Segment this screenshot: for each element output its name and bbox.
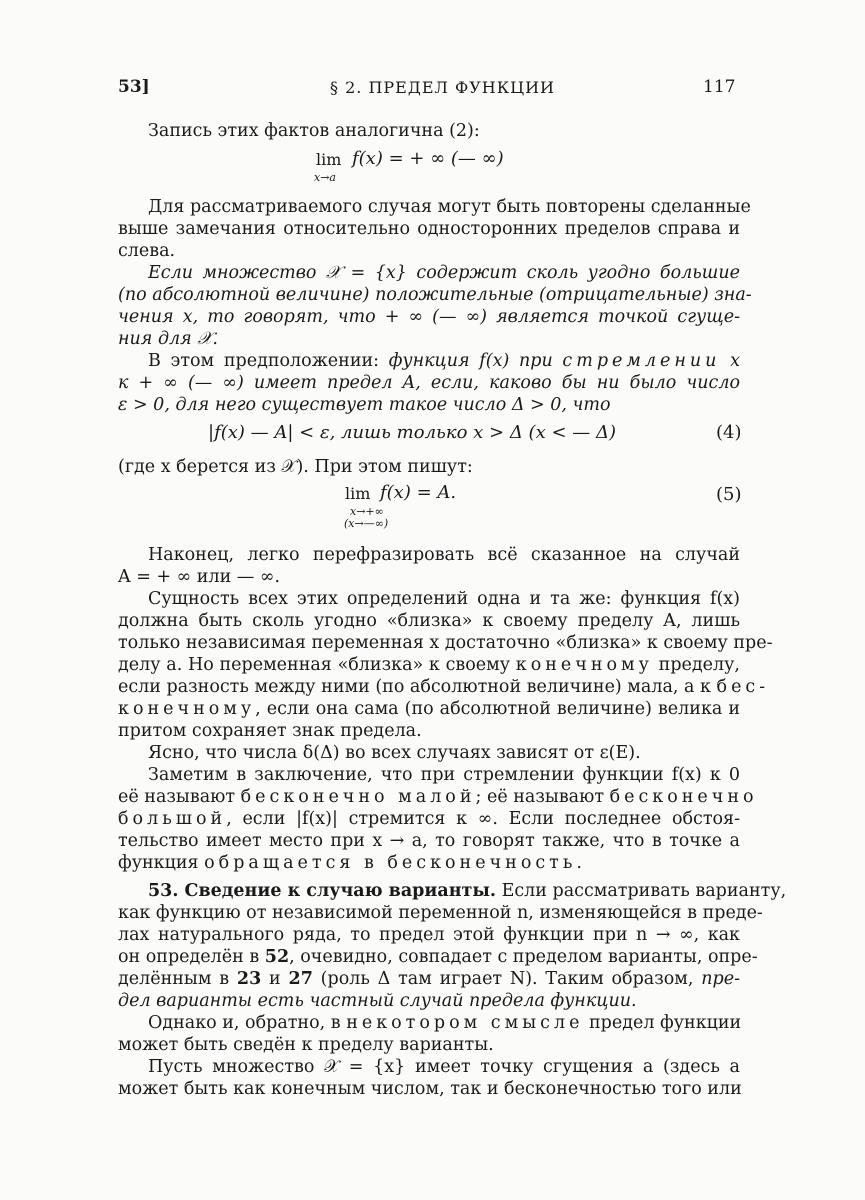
- section-heading-line: [148, 880, 787, 902]
- spaced-text-run: большой: [118, 809, 227, 829]
- section-ref: 52: [264, 947, 290, 967]
- spaced-text-run: конечному: [118, 699, 256, 719]
- spaced-text-run: бесконечно: [609, 787, 758, 807]
- text-line: [118, 808, 740, 830]
- section-heading: 53. Сведение к случаю варианты.: [148, 881, 497, 901]
- text-line: должна быть сколь угодно «близка» к своему пределу A, лишь: [118, 611, 740, 631]
- text-line: Заметим в заключение, что при стремлении функции f(x) к 0: [148, 765, 740, 785]
- text-run: делённым в: [118, 969, 237, 989]
- text-line: ε > 0, для него существует такое число Δ > 0, что: [118, 395, 611, 415]
- text-run: ; её называют: [475, 787, 610, 807]
- spaced-text-run: обращается в бесконечность: [204, 853, 577, 873]
- text-line: (где x берется из 𝒳). При этом пишут:: [118, 457, 473, 477]
- section-ref: 23: [236, 969, 262, 989]
- text-line: [118, 654, 740, 676]
- text-line: тельство имеет место при x → a, то говорят также, что в точке a: [118, 831, 740, 851]
- text-line: к + ∞ (— ∞) имеет предел A, если, каково бы ни было число: [118, 373, 740, 393]
- text-line: Сущность всех этих определений одна и та же: функция f(x): [148, 589, 740, 609]
- text-line: [118, 676, 770, 698]
- text-line: (по абсолютной величине) положительные (отрицательные) зна-: [118, 285, 752, 305]
- page-number: 117: [703, 77, 736, 97]
- text-line: [118, 946, 758, 968]
- text-run: пределу,: [652, 655, 740, 675]
- text-line: лах натурального ряда, то предел этой функции при n → ∞, как: [118, 925, 740, 945]
- running-title: § 2. ПРЕДЕЛ ФУНКЦИИ: [330, 78, 555, 97]
- text-line: Для рассматриваемого случая могут быть повторены сделанные: [148, 197, 751, 217]
- text-run: если разность между ними (по абсолютной величине) мала, а к: [118, 677, 717, 697]
- text-line: ния для 𝒳.: [118, 329, 218, 349]
- text-line: [118, 968, 740, 990]
- text-run: функция: [118, 853, 205, 873]
- text-line: выше замечания относительно односторонних пределов справа и: [118, 219, 740, 239]
- text-run: делу a. Но переменная «близка» к своему: [118, 655, 516, 675]
- spaced-text-run: бес-: [716, 677, 770, 697]
- eq1-lim: lim: [316, 150, 342, 169]
- text-run: , если |f(x)| стремится к ∞. Если последнее обстоя-: [226, 809, 740, 829]
- text-run: пре-: [701, 969, 740, 989]
- text-line: чения x, то говорят, что + ∞ (— ∞) является точкой сгуще-: [118, 307, 740, 327]
- section-ref: 27: [288, 969, 313, 989]
- text-line: [148, 350, 740, 372]
- text-line: Наконец, легко перефразировать всё сказанное на случай: [148, 545, 740, 565]
- spaced-text-run: стремлении: [562, 351, 721, 371]
- text-run: Однако и, обратно, в: [148, 1013, 347, 1033]
- eq5-subscript-alt: (x→—∞): [344, 517, 389, 530]
- text-line: Если множество 𝒳 = {x} содержит сколь угодно большие: [148, 263, 740, 283]
- text-line: [118, 786, 758, 808]
- text-run: Если рассматривать варианту,: [496, 881, 787, 901]
- spaced-text-run: некотором смысле: [346, 1013, 584, 1033]
- text-line: Ясно, что числа δ(Δ) во всех случаях зависят от ε(E).: [148, 743, 641, 763]
- text-run: (роль Δ там играет N). Таким образом,: [312, 969, 702, 989]
- text-line: только независимая переменная x достаточно «близка» к своему пре-: [118, 633, 773, 653]
- text-run: , если она сама (по абсолютной величине) велика и: [255, 699, 740, 719]
- text-run: , очевидно, совпадает с пределом варианты, опре-: [289, 947, 758, 967]
- text-run: её называют: [118, 787, 241, 807]
- text-line: может быть сведён к пределу варианты.: [118, 1035, 494, 1055]
- text-line: [148, 1012, 740, 1034]
- text-run: .: [576, 853, 582, 873]
- text-line: притом сохраняет знак предела.: [118, 721, 422, 741]
- eq5-subscript: x→+∞: [350, 505, 384, 518]
- spaced-text-run: конечному: [515, 655, 653, 675]
- text-run: предел функции: [583, 1013, 742, 1033]
- eq1-subscript: x→a: [314, 171, 336, 184]
- eq5-body: f(x) = A.: [380, 482, 457, 503]
- equation-number: (4): [716, 422, 742, 443]
- text-run: функция f(x) при: [388, 351, 553, 371]
- text-line: [118, 698, 740, 720]
- text-line: слева.: [118, 241, 176, 261]
- text-line: может быть как конечным числом, так и бесконечностью того или: [118, 1079, 742, 1099]
- text-run: x: [720, 351, 741, 371]
- text-run: В этом предположении:: [148, 351, 389, 371]
- text-line: [118, 852, 740, 874]
- text-line: Пусть множество 𝒳 = {x} имеет точку сгущения a (здесь a: [148, 1057, 740, 1077]
- text-line: Запись этих фактов аналогична (2):: [148, 121, 480, 141]
- equation-number: (5): [716, 484, 742, 505]
- text-line: как функцию от независимой переменной n, изменяющейся в преде-: [118, 903, 763, 923]
- eq4-body: |f(x) — A| < ε, лишь только x > Δ (x < — Δ): [208, 422, 616, 443]
- eq5-lim: lim: [345, 484, 371, 503]
- text-run: он определён в: [118, 947, 265, 967]
- spaced-text-run: бесконечно малой: [240, 787, 476, 807]
- text-line: A = + ∞ или — ∞.: [118, 567, 281, 587]
- text-run: и: [261, 969, 289, 989]
- eq1-body: f(x) = + ∞ (— ∞): [352, 148, 504, 169]
- section-marker: 53]: [118, 77, 150, 97]
- text-line: дел варианты есть частный случай предела функции.: [118, 991, 637, 1011]
